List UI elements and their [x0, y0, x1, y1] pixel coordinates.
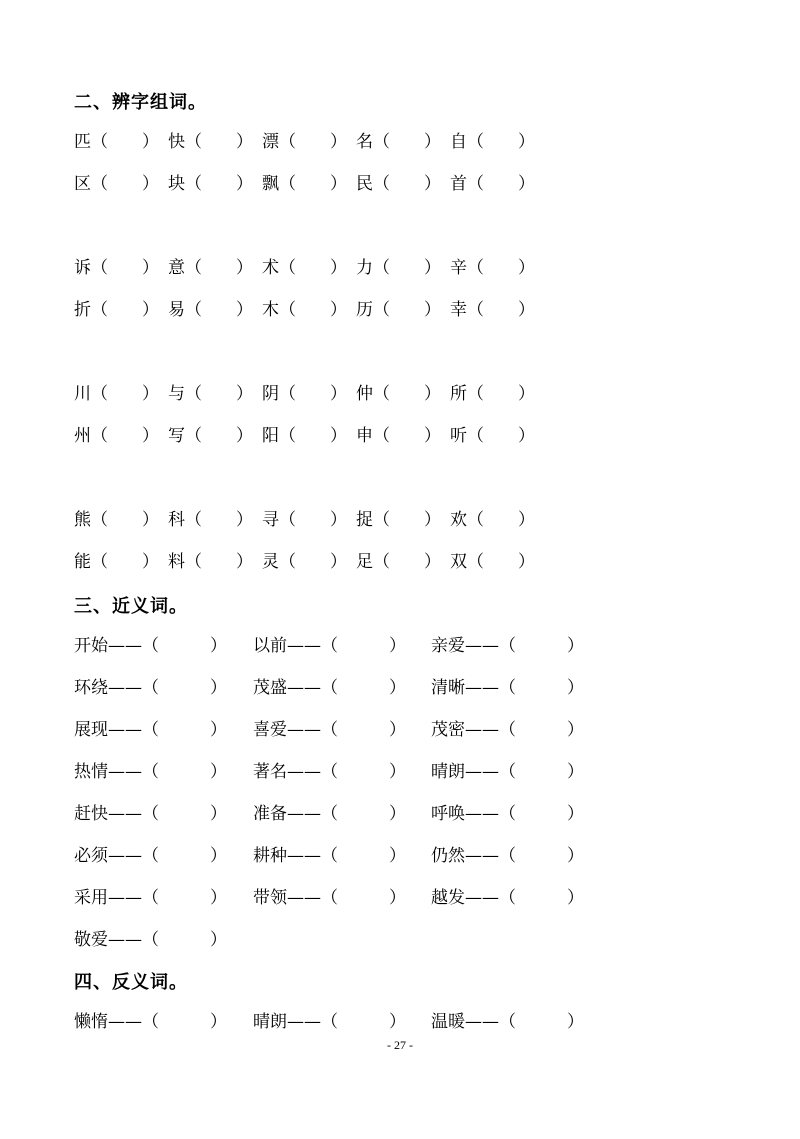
synonym-blank: 带领——（ ） — [253, 888, 406, 908]
char-blank: 区（ ） — [74, 174, 159, 194]
char-blank: 写（ ） — [168, 426, 253, 446]
synonym-blank: 茂盛——（ ） — [253, 678, 406, 698]
section-title-synonyms: 三、近义词。 — [74, 596, 188, 617]
char-blank: 诉（ ） — [74, 258, 159, 278]
char-blank: 双（ ） — [450, 552, 535, 572]
word-pair-row — [74, 507, 535, 533]
char-blank: 折（ ） — [74, 300, 159, 320]
synonym-blank: 开始——（ ） — [74, 636, 227, 656]
word-pair-row — [74, 171, 535, 197]
synonym-blank: 耕种——（ ） — [253, 846, 406, 866]
antonym-blank: 懒惰——（ ） — [74, 1012, 227, 1032]
synonym-row — [74, 633, 584, 659]
char-blank: 意（ ） — [168, 258, 253, 278]
char-blank: 所（ ） — [450, 384, 535, 404]
synonym-row — [74, 885, 584, 911]
synonym-row — [74, 801, 584, 827]
char-blank: 历（ ） — [356, 300, 441, 320]
synonym-blank: 准备——（ ） — [253, 804, 406, 824]
char-blank: 足（ ） — [356, 552, 441, 572]
char-blank: 听（ ） — [450, 426, 535, 446]
synonym-blank: 晴朗——（ ） — [431, 762, 584, 782]
char-blank: 与（ ） — [168, 384, 253, 404]
char-blank: 自（ ） — [450, 132, 535, 152]
synonym-row — [74, 759, 584, 785]
synonym-row — [74, 843, 584, 869]
char-blank: 幸（ ） — [450, 300, 535, 320]
char-blank: 科（ ） — [168, 510, 253, 530]
section-title-distinguish-words: 二、辨字组词。 — [74, 92, 207, 113]
char-blank: 易（ ） — [168, 300, 253, 320]
char-blank: 申（ ） — [356, 426, 441, 446]
char-blank: 名（ ） — [356, 132, 441, 152]
char-blank: 块（ ） — [168, 174, 253, 194]
synonym-blank: 喜爱——（ ） — [253, 720, 406, 740]
char-blank: 匹（ ） — [74, 132, 159, 152]
char-blank: 快（ ） — [168, 132, 253, 152]
synonym-blank: 热情——（ ） — [74, 762, 227, 782]
char-blank: 熊（ ） — [74, 510, 159, 530]
word-pair-row — [74, 381, 535, 407]
char-blank: 仲（ ） — [356, 384, 441, 404]
char-blank: 捉（ ） — [356, 510, 441, 530]
char-blank: 飘（ ） — [262, 174, 347, 194]
char-blank: 阴（ ） — [262, 384, 347, 404]
char-blank: 川（ ） — [74, 384, 159, 404]
synonym-blank: 赶快——（ ） — [74, 804, 227, 824]
synonym-blank: 采用——（ ） — [74, 888, 227, 908]
synonym-row — [74, 675, 584, 701]
char-blank: 辛（ ） — [450, 258, 535, 278]
synonym-blank: 清晰——（ ） — [431, 678, 584, 698]
word-pair-row — [74, 549, 535, 575]
char-blank: 阳（ ） — [262, 426, 347, 446]
char-blank: 能（ ） — [74, 552, 159, 572]
word-pair-row — [74, 255, 535, 281]
char-blank: 首（ ） — [450, 174, 535, 194]
char-blank: 力（ ） — [356, 258, 441, 278]
char-blank: 欢（ ） — [450, 510, 535, 530]
synonym-blank: 环绕——（ ） — [74, 678, 227, 698]
char-blank: 州（ ） — [74, 426, 159, 446]
synonym-blank: 必须——（ ） — [74, 846, 227, 866]
char-blank: 术（ ） — [262, 258, 347, 278]
antonym-row — [74, 1009, 584, 1035]
synonym-blank: 敬爱——（ ） — [74, 930, 227, 950]
synonym-blank: 茂密——（ ） — [431, 720, 584, 740]
synonym-row — [74, 927, 227, 953]
word-pair-row — [74, 297, 535, 323]
synonym-row — [74, 717, 584, 743]
synonym-blank: 仍然——（ ） — [431, 846, 584, 866]
char-blank: 寻（ ） — [262, 510, 347, 530]
antonym-blank: 晴朗——（ ） — [253, 1012, 406, 1032]
synonym-blank: 亲爱——（ ） — [431, 636, 584, 656]
synonym-blank: 以前——（ ） — [253, 636, 406, 656]
antonym-blank: 温暖——（ ） — [431, 1012, 584, 1032]
char-blank: 木（ ） — [262, 300, 347, 320]
char-blank: 灵（ ） — [262, 552, 347, 572]
synonym-blank: 展现——（ ） — [74, 720, 227, 740]
word-pair-row — [74, 423, 535, 449]
synonym-blank: 呼唤——（ ） — [431, 804, 584, 824]
synonym-blank: 著名——（ ） — [253, 762, 406, 782]
word-pair-row — [74, 129, 535, 155]
char-blank: 漂（ ） — [262, 132, 347, 152]
char-blank: 料（ ） — [168, 552, 253, 572]
char-blank: 民（ ） — [356, 174, 441, 194]
section-title-antonyms: 四、反义词。 — [74, 972, 188, 993]
synonym-blank: 越发——（ ） — [431, 888, 584, 908]
page-number: - 27 - — [387, 1038, 413, 1052]
